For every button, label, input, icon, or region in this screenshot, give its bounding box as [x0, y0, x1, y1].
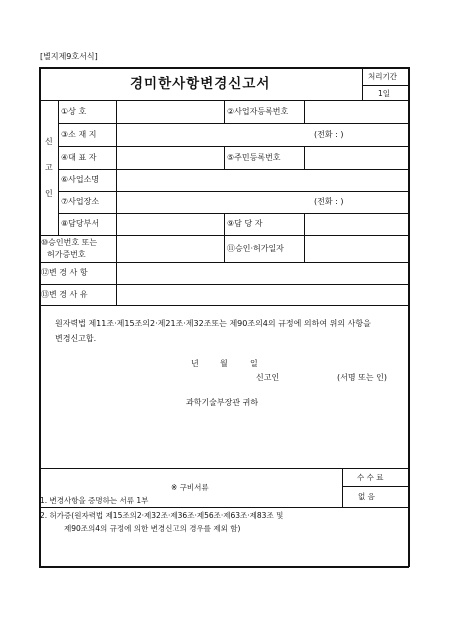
business-reg-no-label: ②사업자등록번호 — [227, 107, 289, 116]
resident-reg-no-label: ⑤주민등록번호 — [227, 153, 281, 162]
representative-label: ④대 표 자 — [61, 153, 97, 162]
applicant-label-3: 인 — [45, 189, 53, 198]
dept-in-charge-label: ⑧담당부서 — [61, 219, 100, 228]
doc-item-1: 1. 변경사항을 증명하는 서류 1부 — [40, 496, 149, 505]
addressee: 과학기술부장관 귀하 — [186, 398, 259, 407]
applicant-label-2: 고 — [45, 163, 53, 172]
fee-label: 수 수 료 — [357, 473, 384, 482]
doc-item-2-line-1: 2. 허가증(원자력법 제15조의2·제32조·제36조·제56조·제63조·제83조 및 — [40, 511, 284, 520]
applicant-name: 신고인 — [256, 373, 280, 382]
person-in-charge-label: ⑨담 당 자 — [227, 219, 263, 228]
change-items-label: ⑫변 경 사 항 — [41, 268, 88, 277]
business-place-label: ⑦사업장소 — [61, 197, 100, 206]
page-title: 경미한사항변경신고서 — [130, 76, 271, 92]
business-place-phone: (전화 : ) — [314, 197, 344, 206]
address-label: ③소 재 지 — [61, 130, 97, 139]
approval-no-label-1: ⑩승인번호 또는 — [41, 238, 98, 247]
signature-placeholder: (서명 또는 인) — [337, 373, 387, 382]
processing-label: 처리기간 — [368, 72, 397, 81]
address-phone: (전화 : ) — [314, 130, 344, 139]
processing-value: 1일 — [378, 89, 391, 98]
applicant-label-1: 신 — [45, 137, 53, 146]
approval-date-label: ⑪승인·허가일자 — [227, 244, 284, 253]
business-office-label: ⑥사업소명 — [61, 175, 100, 184]
date-year: 년 — [191, 359, 199, 368]
form-number: [별지제9호서식] — [40, 52, 98, 61]
trade-name-label: ①상 호 — [61, 107, 87, 116]
frame-right — [408, 67, 410, 567]
docs-title: ※ 구비서류 — [171, 483, 209, 492]
date-day: 일 — [250, 359, 258, 368]
frame-bottom — [39, 566, 409, 568]
frame-left — [39, 67, 41, 567]
statement-line-2: 변경신고합. — [55, 334, 97, 343]
doc-item-2-line-2: 제90조의4의 규정에 의한 변경신고의 경우를 제외 함) — [64, 524, 241, 533]
fee-value: 없 음 — [358, 492, 375, 501]
date-month: 월 — [220, 359, 228, 368]
frame-top — [39, 67, 409, 69]
approval-no-label-2: 허가증번호 — [47, 250, 86, 259]
change-reason-label: ⑬변 경 사 유 — [41, 290, 88, 299]
statement-line-1: 원자력법 제11조·제15조의2·제21조·제32조또는 제90조의4의 규정에 의하여 위의 사항을 — [55, 319, 371, 328]
